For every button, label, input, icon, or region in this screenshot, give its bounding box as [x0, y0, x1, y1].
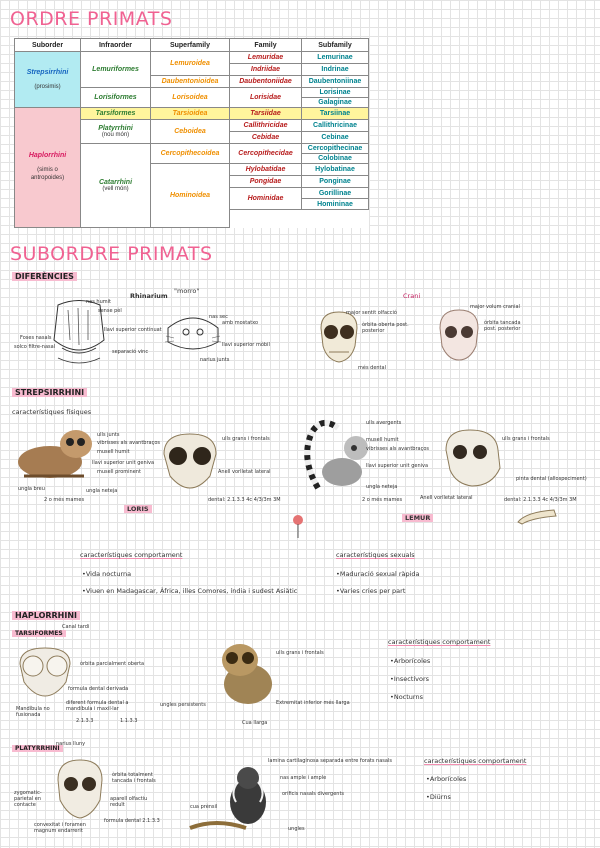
label-llavi-mobil: llavi superior mòbil: [222, 342, 270, 348]
label-vibrisses: vibrisses als avantbraços: [97, 440, 161, 446]
label-formula-derivada: formula dental derivada: [68, 686, 129, 692]
cell-gorillinae: Gorillinae: [302, 188, 369, 199]
cell-tarsiidae: Tarsiidae: [230, 108, 302, 120]
label-platy-caract-comport: característiques comportament: [424, 757, 527, 765]
label-ungla-neteja: ungla neteja: [86, 488, 118, 494]
cell-ceboidea: Ceboidea: [151, 120, 230, 144]
heading-tarsiformes: TARSIFORMES: [12, 630, 66, 637]
label-solco: solco filtre-nasal: [14, 344, 56, 350]
label-ulls-junts: ulls junts: [97, 432, 120, 438]
lemur-hand-icon: [290, 512, 306, 540]
label-ulls-grans-lemur: ulls grans i frontals: [502, 436, 550, 442]
cell-lorisiformes: Lorisiformes: [81, 88, 151, 108]
cell-strepsirrhini: Strepsirrhini (prosimis): [15, 52, 81, 108]
cell-daubentoniinae: Daubentoniinae: [302, 76, 369, 88]
label-tarsi-caract-comport: característiques comportament: [388, 638, 491, 646]
cell-cebinae: Cebinae: [302, 132, 369, 144]
label-cua-llarga: Cua llarga: [242, 720, 268, 726]
label-extremitat: Extremitat inferior més llarga: [276, 700, 350, 706]
tarsier-photo-icon: [212, 640, 276, 710]
cell-callithricidae: Callithricidae: [230, 120, 302, 132]
cell-lemuridae: Lemuridae: [230, 52, 302, 64]
label-major-olf: major sentit olfacció: [346, 310, 397, 316]
label-llavi-sup-unit: llavi superior unit geniva: [92, 460, 155, 466]
label-musell-prominent: musell prominent: [97, 469, 141, 475]
label-vibrisses-lemur: vibrisses als avantbraços: [366, 446, 430, 452]
cell-lemuroidea: Lemuroidea: [151, 52, 230, 76]
text-tarsi-arbor: •Arborícoles: [390, 657, 431, 665]
label-nas-humit: nas humit: [86, 299, 111, 305]
label-separacio: separació vinc: [112, 349, 149, 355]
heading-platyrrhini: PLATYRRHINI: [12, 745, 63, 752]
cell-daubentoniidae: Daubentoniidae: [230, 76, 302, 88]
label-orbita-parcial: òrbita parcialment oberta: [80, 661, 145, 667]
label-convexitat: convexitat i foramen magnum endarrerit: [34, 822, 86, 834]
label-mames-loris: 2 o més mames: [44, 497, 85, 503]
cell-haplorrhini: Haplorrhini (simis o antropoides): [15, 108, 81, 228]
header-infraorder: Infraorder: [81, 39, 151, 52]
cell-lorisoidea: Lorisoidea: [151, 88, 230, 108]
label-llavi-sup: llavi superior contínuat: [104, 327, 162, 333]
label-musell-humit-lemur: musell humit: [366, 437, 399, 443]
cell-platyrrhini: Platyrrhini (nou món): [81, 120, 151, 144]
heading-haplorrhini: HAPLORRHINI: [12, 611, 80, 620]
label-nas-sec: nas sec: [209, 314, 228, 320]
label-nas-ample: nas ample i ample: [280, 775, 327, 781]
cell-catarrhini: Catarrhini (vell món): [81, 144, 151, 228]
label-tarsi-note: Canal tardi: [62, 624, 90, 630]
label-narius: narius junts: [200, 357, 230, 363]
header-superfamily: Superfamily: [151, 39, 230, 52]
cell-homininae: Homininae: [302, 199, 369, 210]
cell-tarsiformes: Tarsiformes: [81, 108, 151, 120]
label-cua-prensil: cua prènsil: [190, 804, 218, 810]
text-comport-1: •Vida nocturna: [82, 570, 132, 578]
text-platy-arbor: •Arborícoles: [426, 775, 467, 783]
skull-haplorrhini-icon: [436, 308, 482, 362]
label-ulls-avergents: ulls avergents: [366, 420, 402, 426]
label-amb-pel: amb mostatxo: [222, 320, 259, 326]
label-ungles-platy: ungles: [288, 826, 305, 832]
cell-callithricinae: Callithricinae: [302, 120, 369, 132]
label-lamina: lamina cartilaginosa separada entre forats nasals: [268, 758, 392, 764]
cell-lorisinae: Lorisinae: [302, 88, 369, 98]
label-zygomatic: zygomatic-parietal en contacte: [14, 790, 42, 808]
cell-tarsioidea: Tarsioidea: [151, 108, 230, 120]
label-loris: LORIS: [124, 505, 152, 513]
cell-indriidae: Indriidae: [230, 64, 302, 76]
label-orificis: orificis nasals divergents: [282, 791, 345, 797]
label-musell-humit: musell humit: [97, 449, 130, 455]
label-formula-platy: formula dental 2.1.3.3: [104, 818, 160, 824]
label-anell-lemur: Anell vorlletat lateral: [420, 495, 473, 501]
cell-cercopithecinae: Cercopithecinae: [302, 144, 369, 154]
text-tarsi-insect: •Insectívors: [390, 675, 430, 683]
text-sexual-2: •Varies cries per part: [336, 587, 406, 595]
cell-lemuriformes: Lemuriformes: [81, 52, 151, 88]
loris-photo-icon: [14, 426, 96, 482]
label-orbita-post: òrbita oberta post. posterior: [362, 322, 409, 334]
cell-cercopithecoidea: Cercopithecoidea: [151, 144, 230, 164]
label-diferent-formula: diferent formula dental a mandíbula i maxil·lar: [66, 700, 129, 712]
heading-strepsirrhini: STREPSIRRHINI: [12, 388, 87, 397]
text-platy-diurns: •Diürns: [426, 793, 451, 801]
label-mes-dental: més dental: [358, 365, 386, 371]
label-lemur: LEMUR: [402, 514, 433, 522]
label-caract-fisiques: característiques físiques: [12, 408, 92, 416]
label-dental-b: 1.1.3.3: [120, 718, 138, 724]
label-ulls-grans-tarsi: ulls grans i frontals: [276, 650, 324, 656]
skull-loris-icon: [160, 432, 220, 490]
header-suborder: Suborder: [15, 39, 81, 52]
label-ungles-tarsi: ungles persistents: [160, 702, 206, 708]
label-morro: "morro": [174, 287, 200, 295]
label-strep-caract-comport: característiques comportament: [80, 551, 183, 559]
label-aparell: aparell olfactiu reduït: [110, 796, 148, 808]
text-sexual-1: •Maduració sexual ràpida: [336, 570, 420, 578]
cell-pongidae: Pongidae: [230, 176, 302, 188]
skull-tarsier-icon: [16, 646, 74, 698]
label-dental-loris: dental: 2.1.3.3 4c 4/3/3m 3M: [208, 497, 281, 503]
cell-cebidae: Cebidae: [230, 132, 302, 144]
text-tarsi-noct: •Nocturns: [390, 693, 423, 701]
text-comport-2: •Viuen en Madagascar, Àfrica, illes Comores, índia i sudest Asiàtic: [82, 587, 298, 595]
cell-colobinae: Colobinae: [302, 154, 369, 164]
label-orbita-tancada: òrbita tancada post. posterior: [484, 320, 521, 332]
label-rhinarium: Rhinarium: [130, 292, 168, 300]
cell-lemurinae: Lemurinae: [302, 52, 369, 64]
skull-platyrrhini-icon: [54, 758, 106, 820]
cell-hylobatidae: Hylobatidae: [230, 164, 302, 176]
label-platy-note: narius lluny: [56, 741, 86, 747]
cell-ponginae: Ponginae: [302, 176, 369, 188]
label-mandibula: Mandíbula no fusionada: [16, 706, 50, 718]
label-anell: Anell vorlletat lateral: [218, 469, 271, 475]
header-subfamily: Subfamily: [302, 39, 369, 52]
label-ungla-breu: ungla breu: [18, 486, 45, 492]
label-ungla-lemur: ungla neteja: [366, 484, 398, 490]
cell-hominidae: Hominidae: [230, 188, 302, 210]
label-crani: Crani: [403, 292, 421, 300]
lemur-photo-icon: [298, 418, 378, 494]
label-orbita-tancada-platy: òrbita totalment tancada i frontals: [112, 772, 156, 784]
cell-hominoidea: Hominoidea: [151, 164, 230, 228]
label-llavi-lemur: llavi superior unit geniva: [366, 463, 429, 469]
cell-indrinae: Indrinae: [302, 64, 369, 76]
jaw-lemur-icon: [516, 506, 558, 526]
cell-cercopithecidae: Cercopithecidae: [230, 144, 302, 164]
cell-galaginae: Galaginae: [302, 98, 369, 108]
label-pinta: pinta dental (allospeciment): [516, 476, 587, 482]
taxonomy-table: [14, 38, 369, 228]
monkey-photo-icon: [186, 762, 282, 834]
page-title-subordre: SUBORDRE PRIMATS: [10, 243, 213, 265]
label-ulls-grans: ulls grans i frontals: [222, 436, 270, 442]
cell-hylobatinae: Hylobatinae: [302, 164, 369, 176]
cell-lorisidae: Lorisidae: [230, 88, 302, 108]
label-dental-lemur: dental: 2.1.3.3 4c 4/3/3m 3M: [504, 497, 577, 503]
skull-lemur-icon: [442, 428, 504, 490]
label-major-vis: major volum cranial: [470, 304, 520, 310]
heading-diferencies: DIFERÈNCIES: [12, 272, 77, 281]
label-mames-lemur: 2 o més mames: [362, 497, 403, 503]
cell-tarsiinae: Tarsiinae: [302, 108, 369, 120]
label-strep-caract-sexuals: característiques sexuals: [336, 551, 415, 559]
cell-daubentonioidea: Daubentonioidea: [151, 76, 230, 88]
header-family: Family: [230, 39, 302, 52]
label-sense-pel: sense pèl: [98, 308, 122, 314]
label-dental-a: 2.1.3.3: [76, 718, 94, 724]
label-fosses: Foses nasals: [20, 335, 52, 341]
page-title-ordre: ORDRE PRIMATS: [10, 8, 173, 30]
skull-strepsirrhini-icon: [315, 310, 363, 364]
